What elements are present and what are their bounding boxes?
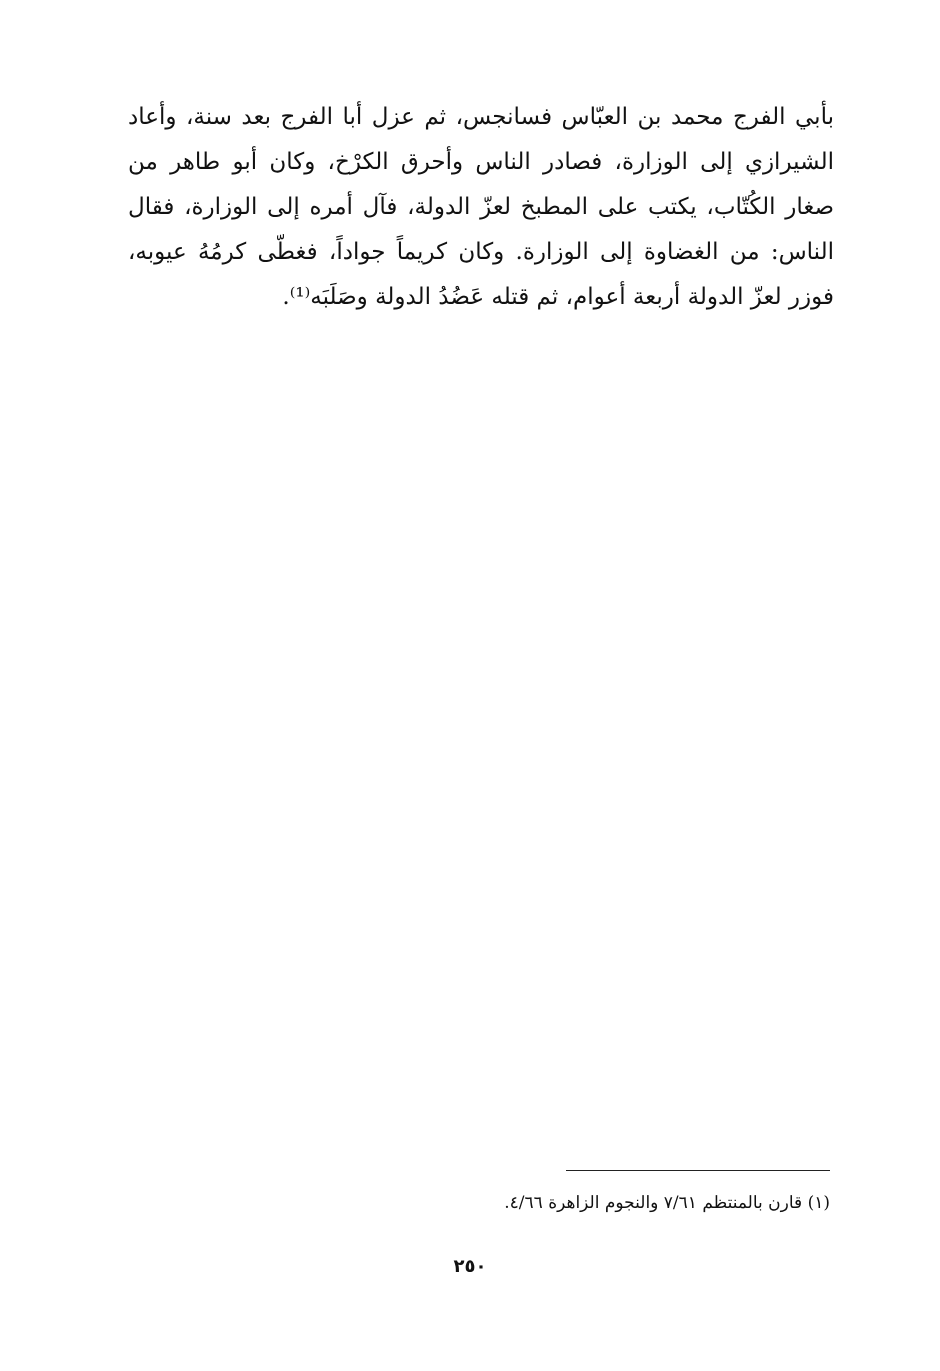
body-line: الناس: من الغضاوة إلى الوزارة. وكان كريماً جواداً، فغطّى كرمُهُ عيوبه،: [128, 239, 834, 265]
body-line: فوزر لعزّ الدولة أربعة أعوام، ثم قتله عَضُدُ الدولة وصَلَبَه⁽¹⁾.: [282, 284, 834, 310]
body-paragraph: [128, 95, 834, 320]
body-line: بأبي الفرج محمد بن العبّاس فسانجس، ثم عزل أبا الفرج بعد سنة، وأعاد: [128, 104, 834, 130]
page-number: ٢٥٠: [453, 1256, 487, 1277]
body-line: الشيرازي إلى الوزارة، فصادر الناس وأحرق الكرْخ، وكان أبو طاهر من: [128, 149, 834, 175]
body-line: صغار الكُتّاب، يكتب على المطبخ لعزّ الدولة، فآل أمره إلى الوزارة، فقال: [128, 194, 834, 220]
footnote-separator: [566, 1170, 830, 1171]
footnote: (١) قارن بالمنتظم ٧/٦١ والنجوم الزاهرة ٤/٦٦.: [504, 1193, 830, 1213]
